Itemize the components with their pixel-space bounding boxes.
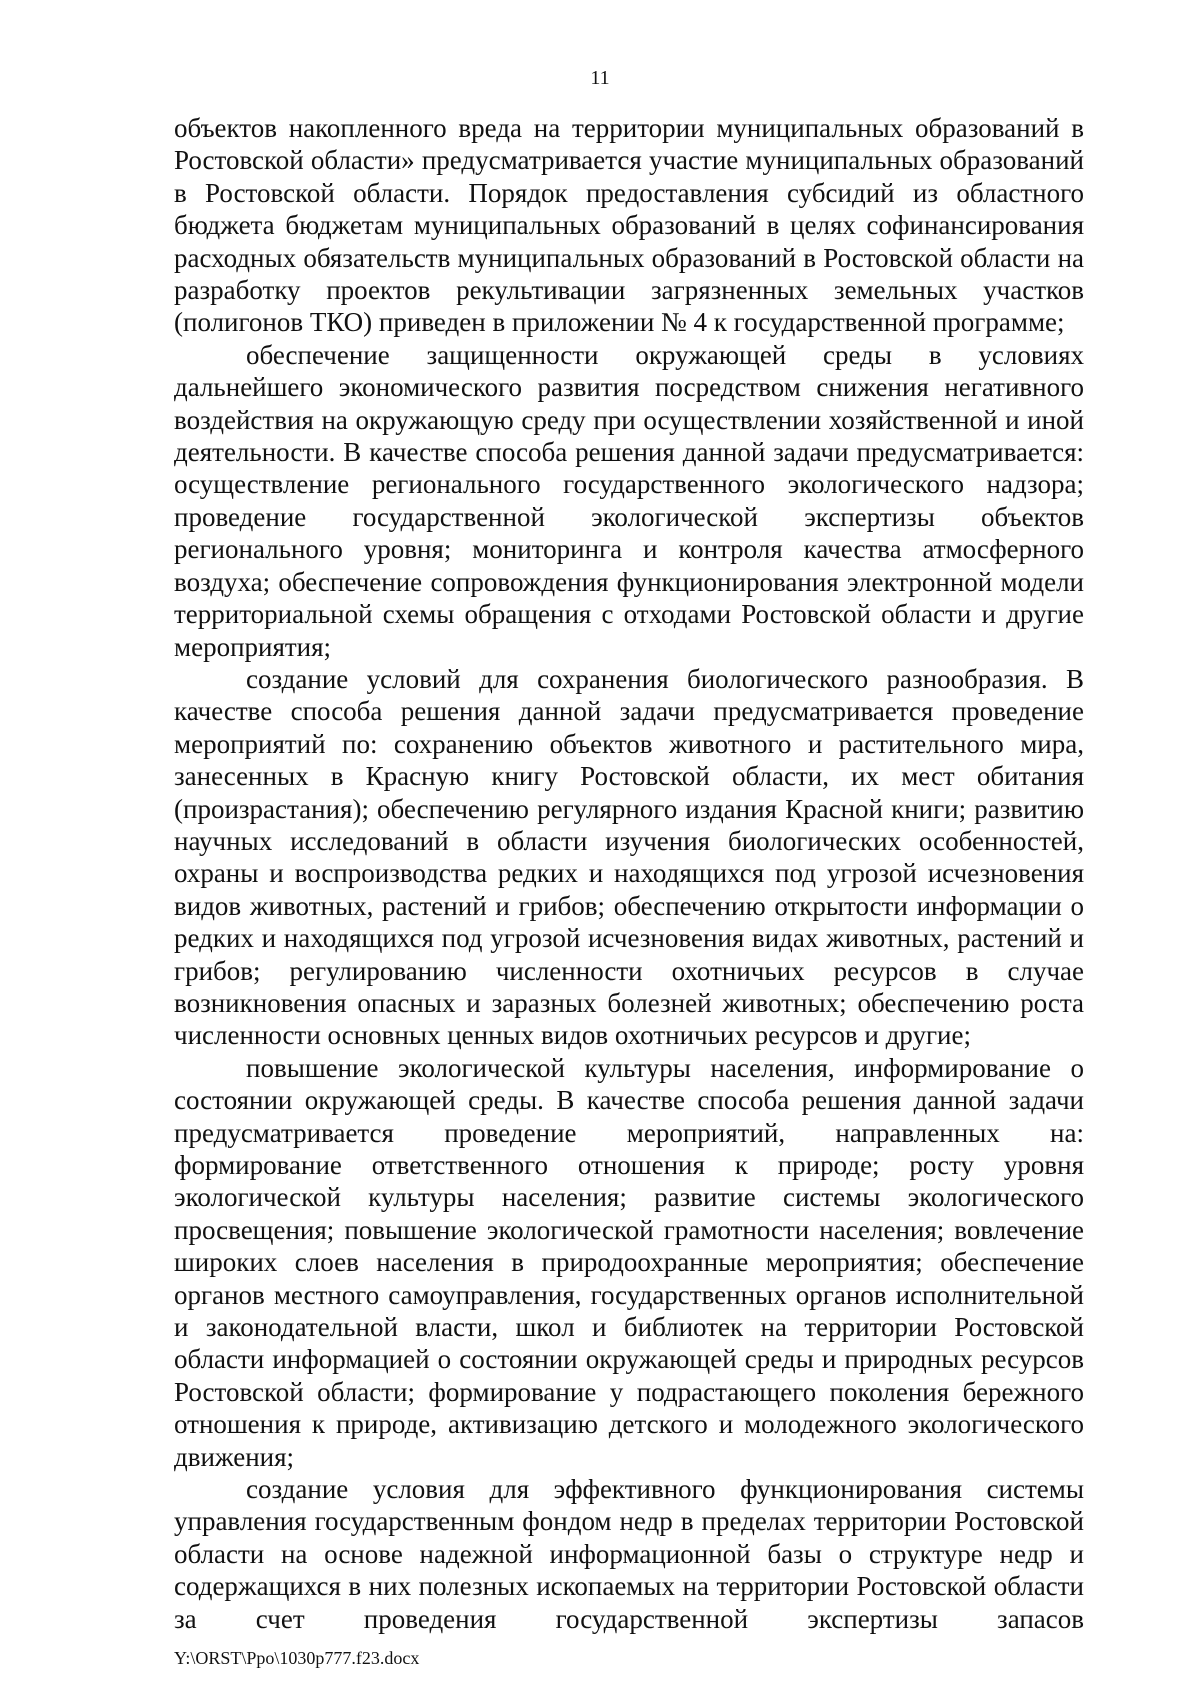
paragraph-ecological-culture: повышение экологической культуры населения, информирование о состоянии окружающей среды. В качестве способа решения данной задачи предусматривается проведение мероприятий, направленных на: формирование ответственного отношения к природе; росту уровня экологической культуры населения; развитие системы экологического просвещения; повышение экологической грамотности населения; вовлечение широких слоев населения в природоохранные мероприятия; обеспечение органов местного самоуправления, государственных органов исполнительной и законодательной власти, школ и библиотек на территории Ростовской области информацией о состоянии окружающей среды и природных ресурсов Ростовской области; формирование у подрастающего поколения бережного отношения к природе, активизацию детского и молодежного экологического движения; [174,1052,1084,1472]
paragraph-continuation: объектов накопленного вреда на территории муниципальных образований в Ростовской области» предусматривается участие муниципальных образований в Ростовской области. Порядок предоставления субсидий из областного бюджета бюджетам муниципальных образований в целях софинансирования расходных обязательств муниципальных образований в Ростовской области на разработку проектов рекультивации загрязненных земельных участков (полигонов ТКО) приведен в приложении № 4 к государственной программе; [174,113,1084,338]
page-number: 11 [590,67,610,89]
footer-file-path: Y:\ORST\Ppo\1030p777.f23.docx [174,1648,420,1668]
paragraph-subsoil-management: создание условия для эффективного функционирования системы управления государственным фондом недр в пределах территории Ростовской области на основе надежной информационной базы о структуре недр и содержащихся в них полезных ископаемых на территории Ростовской области за счет проведения государственной экспертизы запасов [174,1474,1084,1634]
document-body [174,112,1084,1635]
paragraph-biodiversity: создание условий для сохранения биологического разнообразия. В качестве способа решения данной задачи предусматривается проведение мероприятий по: сохранению объектов животного и растительного мира, занесенных в Красную книгу Ростовской области, их мест обитания (произрастания); обеспечению регулярного издания Красной книги; развитию научных исследований в области изучения биологических особенностей, охраны и воспроизводства редких и находящихся под угрозой исчезновения видов животных, растений и грибов; обеспечению открытости информации о редких и находящихся под угрозой исчезновения видах животных, растений и грибов; регулированию численности охотничьих ресурсов в случае возникновения опасных и заразных болезней животных; обеспечению роста численности основных ценных видов охотничьих ресурсов и другие; [174,663,1084,1051]
paragraph-environment-protection: обеспечение защищенности окружающей среды в условиях дальнейшего экономического развития посредством снижения негативного воздействия на окружающую среду при осуществлении хозяйственной и иной деятельности. В качестве способа решения данной задачи предусматривается: осуществление регионального государственного экологического надзора; проведение государственной экологической экспертизы объектов регионального уровня; мониторинга и контроля качества атмосферного воздуха; обеспечение сопровождения функционирования электронной модели территориальной схемы обращения с отходами Ростовской области и другие мероприятия; [174,339,1084,662]
